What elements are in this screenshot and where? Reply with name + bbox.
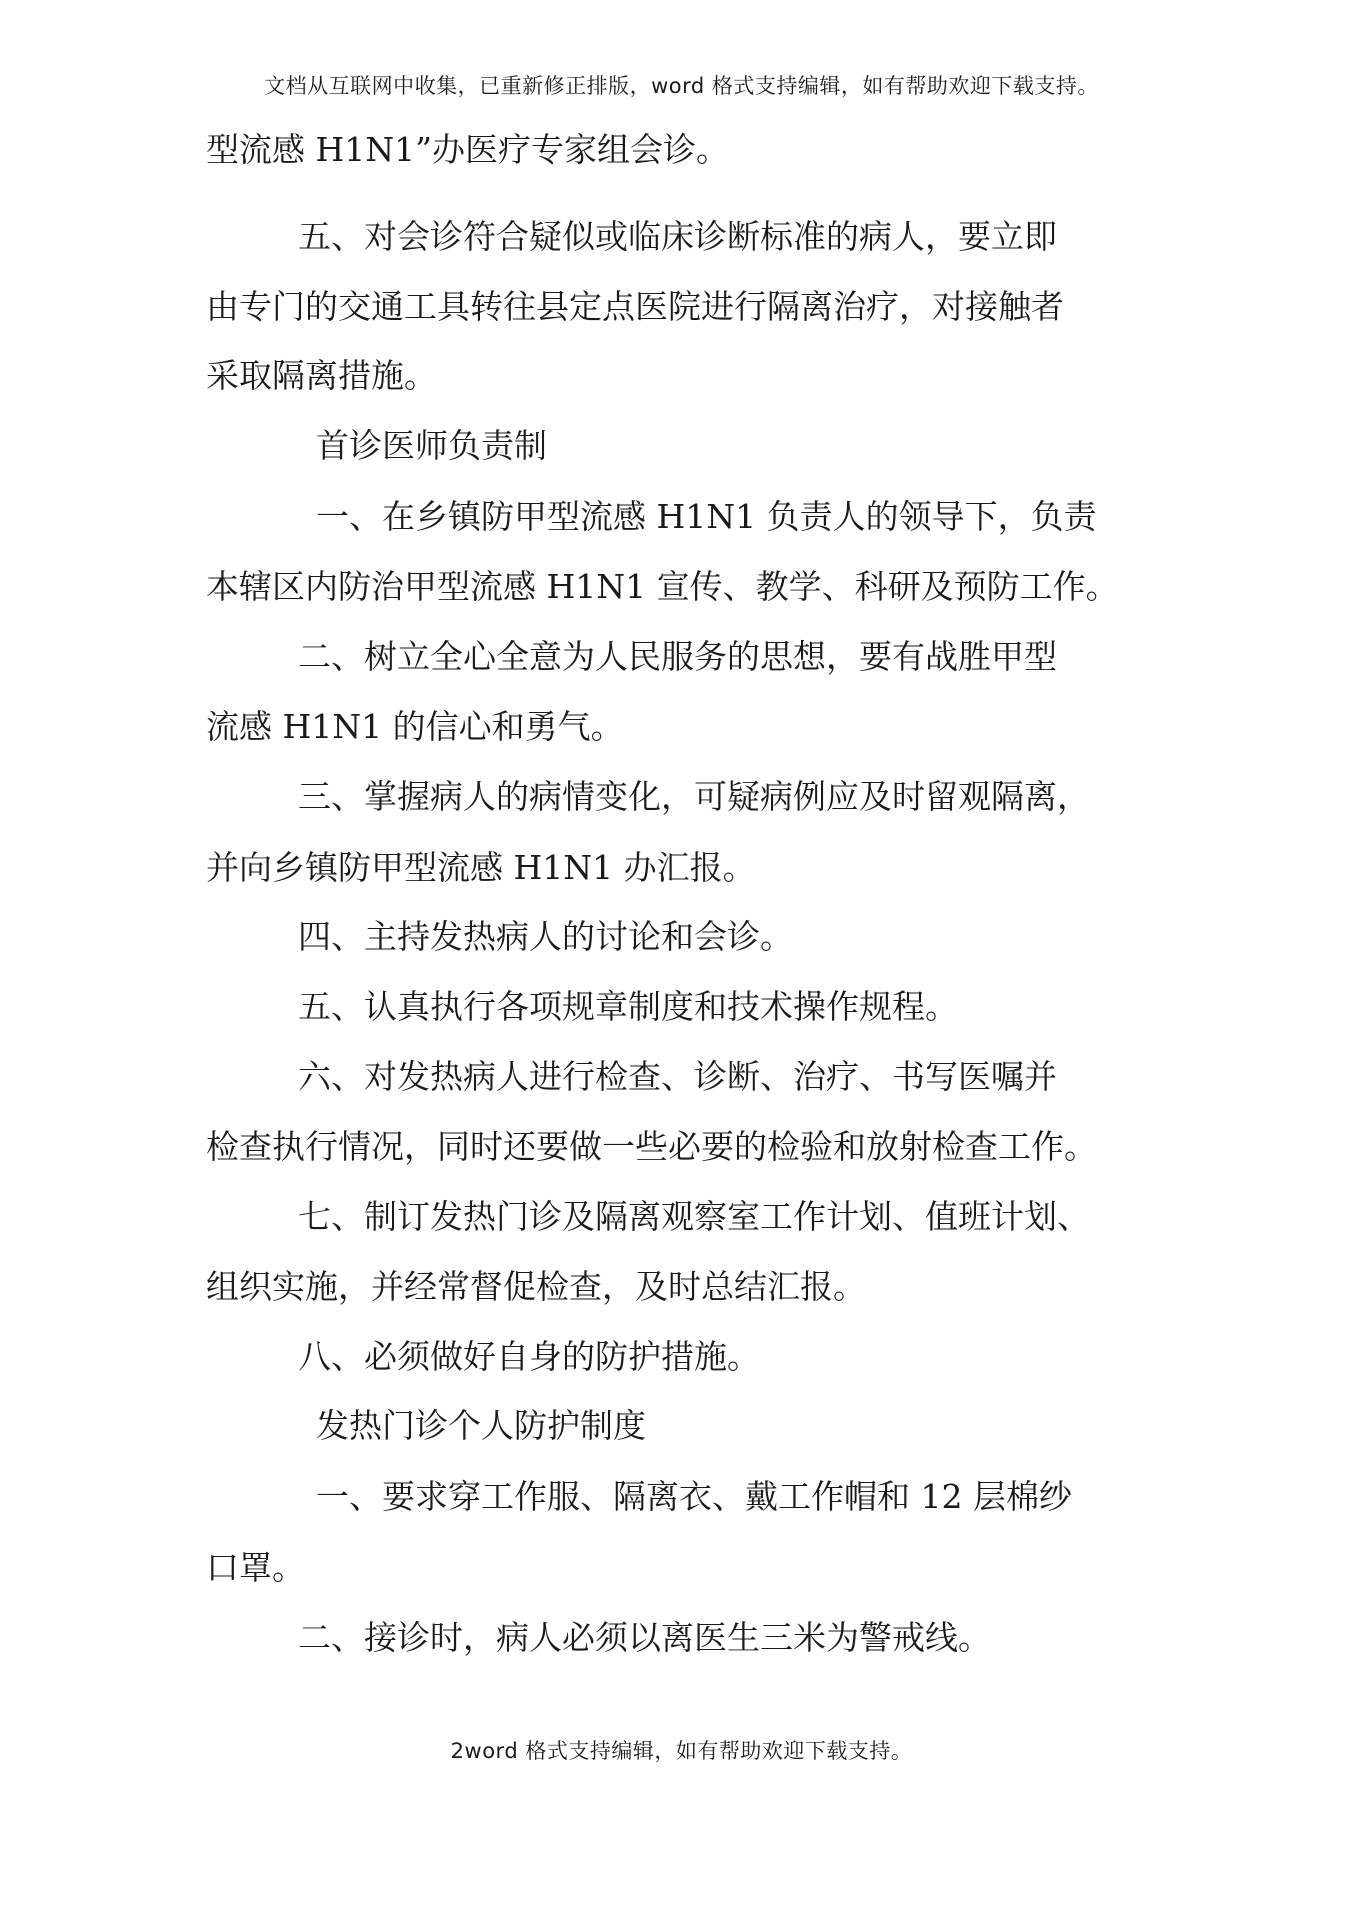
paragraph-line: 二、树立全心全意为人民服务的思想，要有战胜甲型 [298, 637, 1057, 676]
paragraph-line: 由专门的交通工具转往县定点医院进行隔离治疗，对接触者 [206, 287, 1064, 326]
paragraph-line: 八、必须做好自身的防护措施。 [298, 1337, 760, 1376]
section-heading: 发热门诊个人防护制度 [316, 1406, 646, 1445]
paragraph-line: 四、主持发热病人的讨论和会诊。 [298, 917, 793, 956]
paragraph-line: 本辖区内防治甲型流感 H1N1 宣传、教学、科研及预防工作。 [206, 567, 1119, 606]
paragraph-line: 一、要求穿工作服、隔离衣、戴工作帽和 12 层棉纱 [316, 1477, 1072, 1516]
page-header: 文档从互联网中收集，已重新修正排版，word 格式支持编辑，如有帮助欢迎下载支持。 [264, 74, 1099, 98]
paragraph-line: 并向乡镇防甲型流感 H1N1 办汇报。 [206, 848, 756, 887]
paragraph-line: 二、接诊时，病人必须以离医生三米为警戒线。 [298, 1618, 991, 1657]
paragraph-line: 三、掌握病人的病情变化，可疑病例应及时留观隔离， [298, 777, 1090, 816]
paragraph-line: 七、制订发热门诊及隔离观察室工作计划、值班计划、 [298, 1197, 1090, 1236]
paragraph-line: 口罩。 [206, 1548, 305, 1587]
paragraph-line: 五、认真执行各项规章制度和技术操作规程。 [298, 987, 958, 1026]
paragraph-line: 流感 H1N1 的信心和勇气。 [206, 707, 624, 746]
paragraph-line: 一、在乡镇防甲型流感 H1N1 负责人的领导下，负责 [316, 497, 1097, 536]
paragraph-line: 型流感 H1N1”办医疗专家组会诊。 [206, 130, 730, 169]
paragraph-line: 五、对会诊符合疑似或临床诊断标准的病人，要立即 [298, 217, 1057, 256]
paragraph-line: 采取隔离措施。 [206, 356, 437, 395]
paragraph-line: 六、对发热病人进行检查、诊断、治疗、书写医嘱并 [298, 1057, 1057, 1096]
paragraph-line: 组织实施，并经常督促检查，及时总结汇报。 [206, 1267, 866, 1306]
section-heading: 首诊医师负责制 [316, 426, 547, 465]
page-footer: 2word 格式支持编辑，如有帮助欢迎下载支持。 [450, 1739, 913, 1763]
paragraph-line: 检查执行情况，同时还要做一些必要的检验和放射检查工作。 [206, 1127, 1097, 1166]
